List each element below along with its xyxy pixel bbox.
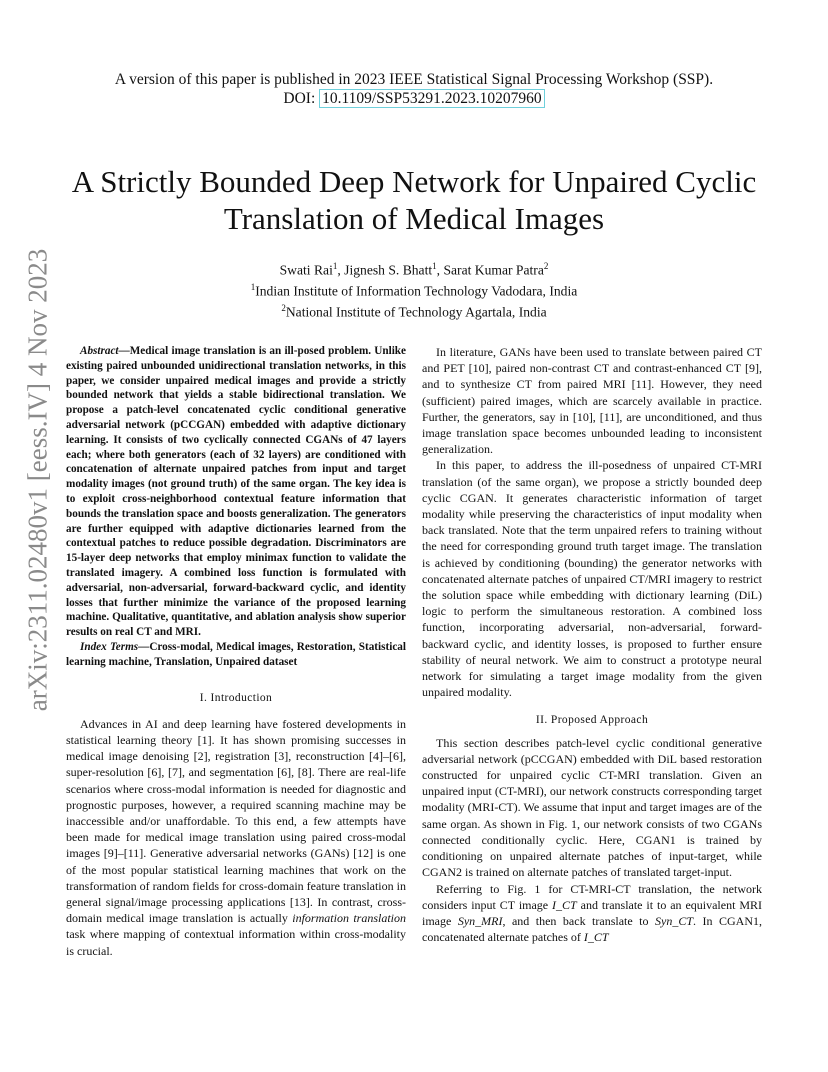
section-heading-proposed-approach: II. Proposed Approach: [535, 714, 649, 727]
literature-paragraph: In literature, GANs have been used to translate between paired CT and PET [10], paired non-contrast CT and contrast-enhanced CT [9], and to synthesize CT from paired MRI [11]. However, they need (sufficient) paired images, which are scarcely available in practice. Further, the generators, say in [10], [11], are unconditioned, and thus image translation space becomes unbounded leading to inconsistent generalization.: [422, 345, 762, 457]
index-terms: [66, 640, 406, 670]
abstract: [66, 344, 406, 640]
contribution-paragraph: In this paper, to address the ill-posedness of unpaired CT-MRI translation (of the same organ), we propose a strictly bounded deep cyclic CGAN. It generates characteristic information of target modality while preserving the characteristics of input modality when back translated. Note that the term unpaired refers to training without the need for corresponding ground truth target image. The translation is achieved by conditioning (bounding) the generator networks with concatenated alternate patches of unpaired CT/MRI imagery to restrict the solution space while embedding with dictionary learning (DiL) logic to perform the simultaneous restoration. A combined loss function, incorporating adversarial, non-adversarial, forward-backward cyclic, and identity losses, is proposed to further ensure stability of neural network. We aim to construct a prototype neural network for simulating a target image modality from the given unpaired modality.: [422, 458, 762, 700]
publication-note: [0, 70, 828, 108]
intro-paragraph: Advances in AI and deep learning have fostered developments in statistical learning theory [1]. It has shown promising successes in medical image denoising [2], registration [3], reconstruction [4]–[6], super-resolution [6], [7], and segmentation [6], [8]. There are real-life scenarios where cross-modal information is needed for diagnostic and prognostic purposes, however, a required scanning machine may be inaccessible and/or unaffordable. To this end, a few attempts have been made for medical image translation using paired cross-modal images [9]–[11]. Generative adversarial networks (GANs) [12] is one of the most popular statistical learning machines that work on the transformation of random fields for cross-domain feature translation in general signal/image processing applications [13]. In contrast, cross-domain medical image translation is actually information translation task where mapping of contextual information within cross-modality is crucial.: [66, 716, 406, 958]
approach-paragraph: This section describes patch-level cyclic conditional generative adversarial network (pCCGAN) embedded with DiL based restoration constructed for unpaired cyclic CT-MRI translation. Given an unpaired input (CT-MRI), our network constructs corresponding target modality (MRI-CT). We assume that input and target images are of the same organ. As shown in Fig. 1, our network consists of two CGANs connected conditionally cyclic. Here, CGAN1 is trained by conditioning on unpaired alternate patches of input-target, while CGAN2 is trained on alternate patches of translated target-input.: [422, 735, 762, 880]
doi-link[interactable]: 10.1109/SSP53291.2023.10207960: [319, 89, 544, 108]
left-column: [66, 344, 406, 959]
doi-label: DOI:: [283, 90, 320, 107]
author-names: Swati Rai$^1$, Jignesh S. Bhatt$^1$, Sarat Kumar Patra$^2$: [279, 261, 549, 278]
right-column: [422, 344, 762, 945]
index-terms-label: Index Terms: [80, 640, 139, 653]
affiliation-1: $^1$Indian Institute of Information Technology Vadodara, India: [250, 282, 578, 299]
affiliation-2: $^2$National Institute of Technology Agartala, India: [281, 303, 547, 320]
figure-reference-paragraph: Referring to Fig. 1 for CT-MRI-CT translation, the network considers input CT image I_CT and translate it to an equivalent MRI image Syn_MRI, and then back translate to Syn_CT. In CGAN1, concatenated alternate patches of I_CT: [422, 881, 763, 945]
section-heading-introduction: I. Introduction: [199, 691, 273, 704]
abstract-text: —Medical image translation is an ill-posed problem. Unlike existing paired unbounded unidirectional translation networks, in this paper, we consider unpaired medical images and provide a strictly bounded network that yields a stable bidirectional translation. We propose a patch-level concatenated cyclic conditional generative adversarial network (pCCGAN) embedded with adaptive dictionary learning. It consists of two cyclically connected CGANs of 47 layers each; where both generators (each of 32 layers) are conditioned with concatenation of alternate unpaired patches from input and target modality images (not ground truth) of the same organ. The key idea is to exploit cross-neighborhood contextual feature information that bounds the translation space and boosts generalization. The generators are further equipped with adaptive dictionaries learned from the contextual patches to reduce possible degradation. Discriminators are 15-layer deep networks that employ minimax function to validate the translated imagery. A combined loss function is formulated with adversarial, non-adversarial, forward-backward cyclic, and identity losses that further minimize the variance of the proposed learning machine. Qualitative, quantitative, and ablation analysis show superior results on real CT and MRI.: [66, 345, 406, 639]
arxiv-identifier: arXiv:2311.02480v1 [eess.IV] 4 Nov 2023: [22, 248, 53, 712]
index-terms-text: —Cross-modal, Medical images, Restoration, Statistical learning machine, Translation, Unpaired dataset: [66, 640, 406, 668]
abstract-label: Abstract: [80, 345, 119, 357]
author-block: [0, 258, 828, 321]
paper-title: A Strictly Bounded Deep Network for Unpaired Cyclic Translation of Medical Images: [71, 164, 757, 236]
doi-line: [0, 89, 828, 108]
publication-note-line: A version of this paper is published in 2023 IEEE Statistical Signal Processing Workshop (SSP).: [114, 71, 714, 88]
arxiv-identifier-stamp: [18, 248, 58, 712]
